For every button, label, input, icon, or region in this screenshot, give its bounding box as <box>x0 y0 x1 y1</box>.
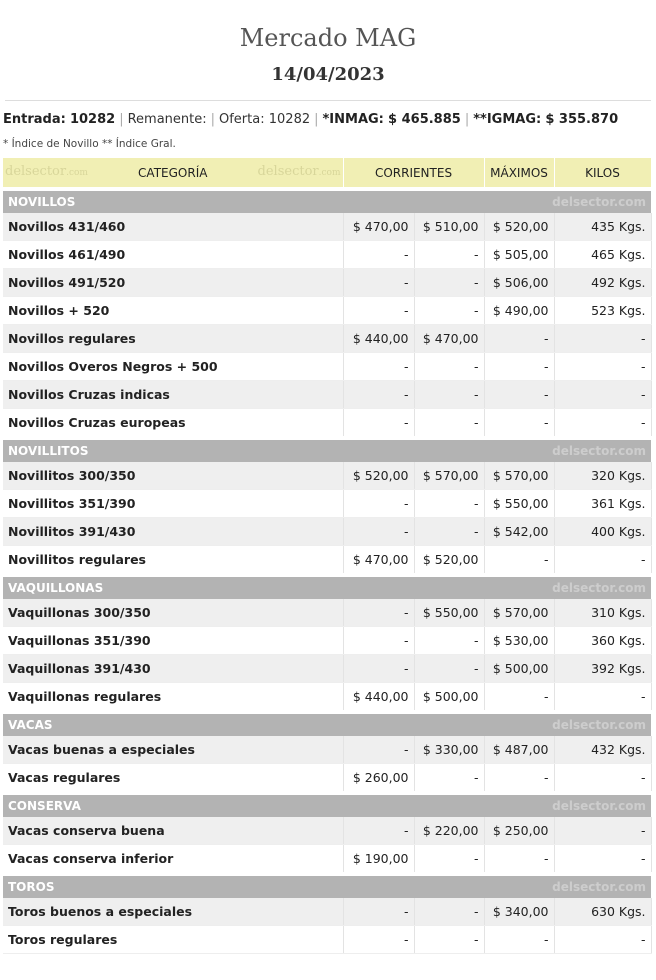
kilos-cell: 392 Kgs. <box>554 655 651 683</box>
maximos-cell: $ 340,00 <box>484 898 554 926</box>
category-cell: Novillos 491/520 <box>3 269 343 297</box>
table-row <box>3 325 651 353</box>
category-cell: Vacas conserva buena <box>3 817 343 845</box>
watermark-logo: delsector.com <box>552 718 647 732</box>
corrientes-min-cell: - <box>343 627 414 655</box>
corrientes-max-cell: $ 470,00 <box>414 325 484 353</box>
maximos-cell: $ 570,00 <box>484 599 554 627</box>
watermark-logo: delsector.com <box>552 581 647 595</box>
maximos-cell: $ 550,00 <box>484 490 554 518</box>
maximos-cell: - <box>484 764 554 794</box>
corrientes-max-cell: - <box>414 297 484 325</box>
category-cell: Novillos Cruzas europeas <box>3 409 343 439</box>
table-body <box>3 189 651 954</box>
corrientes-min-cell: $ 520,00 <box>343 462 414 490</box>
maximos-cell: - <box>484 353 554 381</box>
kilos-cell: 492 Kgs. <box>554 269 651 297</box>
maximos-cell: $ 520,00 <box>484 213 554 241</box>
corrientes-min-cell: $ 190,00 <box>343 845 414 875</box>
kilos-cell: - <box>554 845 651 875</box>
category-cell: Vaquillonas regulares <box>3 683 343 713</box>
kilos-cell: - <box>554 381 651 409</box>
maximos-cell: - <box>484 325 554 353</box>
section-name: TOROS <box>8 880 55 894</box>
category-cell: Novillos Overos Negros + 500 <box>3 353 343 381</box>
corrientes-min-cell: - <box>343 297 414 325</box>
maximos-cell: $ 506,00 <box>484 269 554 297</box>
section-header-row <box>3 874 651 898</box>
watermark-logo: delsector.com <box>552 799 647 813</box>
market-stats: Entrada: 10282 | Remanente: | Oferta: 10282 | *INMAG: $ 465.885 | **IGMAG: $ 355.870 <box>3 112 619 127</box>
category-cell: Toros buenos a especiales <box>3 898 343 926</box>
igmag-label: **IGMAG: <box>473 112 542 127</box>
corrientes-min-cell: - <box>343 241 414 269</box>
maximos-cell: - <box>484 926 554 954</box>
corrientes-min-cell: $ 440,00 <box>343 325 414 353</box>
category-cell: Novillos Cruzas indicas <box>3 381 343 409</box>
page-title: Mercado MAG <box>239 24 417 52</box>
index-note: * Índice de Novillo ** Índice Gral. <box>3 138 176 150</box>
kilos-cell: 360 Kgs. <box>554 627 651 655</box>
section-title <box>3 712 651 736</box>
section-name: CONSERVA <box>8 799 81 813</box>
section-title <box>3 874 651 898</box>
watermark-logo: delsector.com <box>257 164 341 179</box>
kilos-cell: - <box>554 353 651 381</box>
corrientes-max-cell: - <box>414 269 484 297</box>
maximos-cell: $ 490,00 <box>484 297 554 325</box>
corrientes-max-cell: - <box>414 627 484 655</box>
category-cell: Vacas buenas a especiales <box>3 736 343 764</box>
watermark-logo: delsector.com <box>552 444 647 458</box>
watermark-logo: delsector.com <box>552 195 647 209</box>
section-name: VACAS <box>8 718 53 732</box>
section-title <box>3 793 651 817</box>
table-row <box>3 817 651 845</box>
corrientes-min-cell: - <box>343 353 414 381</box>
corrientes-min-cell: - <box>343 490 414 518</box>
kilos-cell: 630 Kgs. <box>554 898 651 926</box>
oferta-label: Oferta: <box>219 112 265 127</box>
table-row <box>3 683 651 713</box>
table-row <box>3 381 651 409</box>
header-corrientes: CORRIENTES <box>343 158 484 189</box>
table-row <box>3 409 651 439</box>
category-cell: Novillos regulares <box>3 325 343 353</box>
category-cell: Novillitos 351/390 <box>3 490 343 518</box>
remanente-label: Remanente: <box>127 112 207 127</box>
section-title <box>3 575 651 599</box>
igmag-value: $ 355.870 <box>545 112 619 127</box>
oferta-value: 10282 <box>268 112 311 127</box>
maximos-cell: $ 500,00 <box>484 655 554 683</box>
kilos-cell: 320 Kgs. <box>554 462 651 490</box>
category-cell: Toros regulares <box>3 926 343 954</box>
kilos-cell: - <box>554 546 651 576</box>
kilos-cell: - <box>554 409 651 439</box>
maximos-cell: $ 487,00 <box>484 736 554 764</box>
corrientes-min-cell: - <box>343 736 414 764</box>
section-name: NOVILLOS <box>8 195 76 209</box>
header-maximos: MÁXIMOS <box>484 158 554 189</box>
corrientes-max-cell: $ 570,00 <box>414 462 484 490</box>
corrientes-min-cell: - <box>343 817 414 845</box>
maximos-cell: $ 542,00 <box>484 518 554 546</box>
header-categoria: delsector.com CATEGORÍA delsector.com <box>3 158 343 189</box>
table-row <box>3 462 651 490</box>
maximos-cell: - <box>484 683 554 713</box>
corrientes-max-cell: - <box>414 764 484 794</box>
table-row <box>3 764 651 794</box>
corrientes-max-cell: $ 510,00 <box>414 213 484 241</box>
corrientes-max-cell: - <box>414 845 484 875</box>
maximos-cell: $ 505,00 <box>484 241 554 269</box>
table-row <box>3 241 651 269</box>
corrientes-min-cell: $ 440,00 <box>343 683 414 713</box>
report-date: 14/04/2023 <box>271 64 385 85</box>
section-name: NOVILLITOS <box>8 444 89 458</box>
kilos-cell: 361 Kgs. <box>554 490 651 518</box>
section-title <box>3 438 651 462</box>
corrientes-min-cell: - <box>343 518 414 546</box>
category-cell: Vaquillonas 391/430 <box>3 655 343 683</box>
entrada-label: Entrada: <box>3 112 66 127</box>
maximos-cell: - <box>484 546 554 576</box>
section-header-row <box>3 712 651 736</box>
watermark-logo: delsector.com <box>552 880 647 894</box>
table-row <box>3 213 651 241</box>
table-row <box>3 297 651 325</box>
table-row <box>3 898 651 926</box>
table-row <box>3 269 651 297</box>
corrientes-max-cell: - <box>414 898 484 926</box>
corrientes-max-cell: - <box>414 926 484 954</box>
corrientes-min-cell: $ 470,00 <box>343 213 414 241</box>
maximos-cell: - <box>484 381 554 409</box>
corrientes-max-cell: - <box>414 518 484 546</box>
kilos-cell: 465 Kgs. <box>554 241 651 269</box>
entrada-value: 10282 <box>69 112 116 127</box>
maximos-cell: $ 530,00 <box>484 627 554 655</box>
table-header-row <box>3 158 651 189</box>
corrientes-max-cell: $ 520,00 <box>414 546 484 576</box>
corrientes-min-cell: - <box>343 926 414 954</box>
corrientes-max-cell: - <box>414 490 484 518</box>
category-cell: Vacas conserva inferior <box>3 845 343 875</box>
inmag-value: $ 465.885 <box>388 112 461 127</box>
corrientes-max-cell: $ 500,00 <box>414 683 484 713</box>
category-cell: Novillitos regulares <box>3 546 343 576</box>
table-row <box>3 926 651 954</box>
kilos-cell: - <box>554 764 651 794</box>
kilos-cell: - <box>554 325 651 353</box>
section-name: VAQUILLONAS <box>8 581 104 595</box>
maximos-cell: $ 250,00 <box>484 817 554 845</box>
corrientes-min-cell: $ 470,00 <box>343 546 414 576</box>
section-header-row <box>3 438 651 462</box>
header-kilos: KILOS <box>554 158 651 189</box>
table-row <box>3 490 651 518</box>
section-title <box>3 189 651 213</box>
inmag-label: *INMAG: <box>322 112 384 127</box>
corrientes-min-cell: $ 260,00 <box>343 764 414 794</box>
category-cell: Vaquillonas 351/390 <box>3 627 343 655</box>
section-header-row <box>3 575 651 599</box>
table-row <box>3 353 651 381</box>
maximos-cell: $ 570,00 <box>484 462 554 490</box>
category-cell: Novillos 431/460 <box>3 213 343 241</box>
corrientes-min-cell: - <box>343 898 414 926</box>
category-cell: Vaquillonas 300/350 <box>3 599 343 627</box>
section-header-row <box>3 793 651 817</box>
maximos-cell: - <box>484 409 554 439</box>
table-row <box>3 627 651 655</box>
corrientes-max-cell: - <box>414 655 484 683</box>
prices-table <box>3 158 652 954</box>
section-header-row <box>3 189 651 213</box>
table-row <box>3 736 651 764</box>
category-cell: Novillos + 520 <box>3 297 343 325</box>
corrientes-max-cell: $ 330,00 <box>414 736 484 764</box>
watermark-logo: delsector.com <box>5 164 88 179</box>
category-cell: Novillitos 391/430 <box>3 518 343 546</box>
corrientes-min-cell: - <box>343 269 414 297</box>
kilos-cell: - <box>554 926 651 954</box>
table-row <box>3 845 651 875</box>
corrientes-min-cell: - <box>343 655 414 683</box>
category-cell: Novillos 461/490 <box>3 241 343 269</box>
corrientes-min-cell: - <box>343 409 414 439</box>
corrientes-min-cell: - <box>343 599 414 627</box>
table-row <box>3 518 651 546</box>
table-row <box>3 655 651 683</box>
corrientes-max-cell: $ 220,00 <box>414 817 484 845</box>
table-row <box>3 599 651 627</box>
table-row <box>3 546 651 576</box>
corrientes-max-cell: $ 550,00 <box>414 599 484 627</box>
kilos-cell: 523 Kgs. <box>554 297 651 325</box>
kilos-cell: - <box>554 817 651 845</box>
kilos-cell: 432 Kgs. <box>554 736 651 764</box>
corrientes-max-cell: - <box>414 409 484 439</box>
kilos-cell: 400 Kgs. <box>554 518 651 546</box>
corrientes-max-cell: - <box>414 241 484 269</box>
corrientes-max-cell: - <box>414 353 484 381</box>
kilos-cell: 435 Kgs. <box>554 213 651 241</box>
category-cell: Vacas regulares <box>3 764 343 794</box>
kilos-cell: - <box>554 683 651 713</box>
corrientes-max-cell: - <box>414 381 484 409</box>
maximos-cell: - <box>484 845 554 875</box>
kilos-cell: 310 Kgs. <box>554 599 651 627</box>
category-cell: Novillitos 300/350 <box>3 462 343 490</box>
corrientes-min-cell: - <box>343 381 414 409</box>
divider <box>5 100 651 101</box>
